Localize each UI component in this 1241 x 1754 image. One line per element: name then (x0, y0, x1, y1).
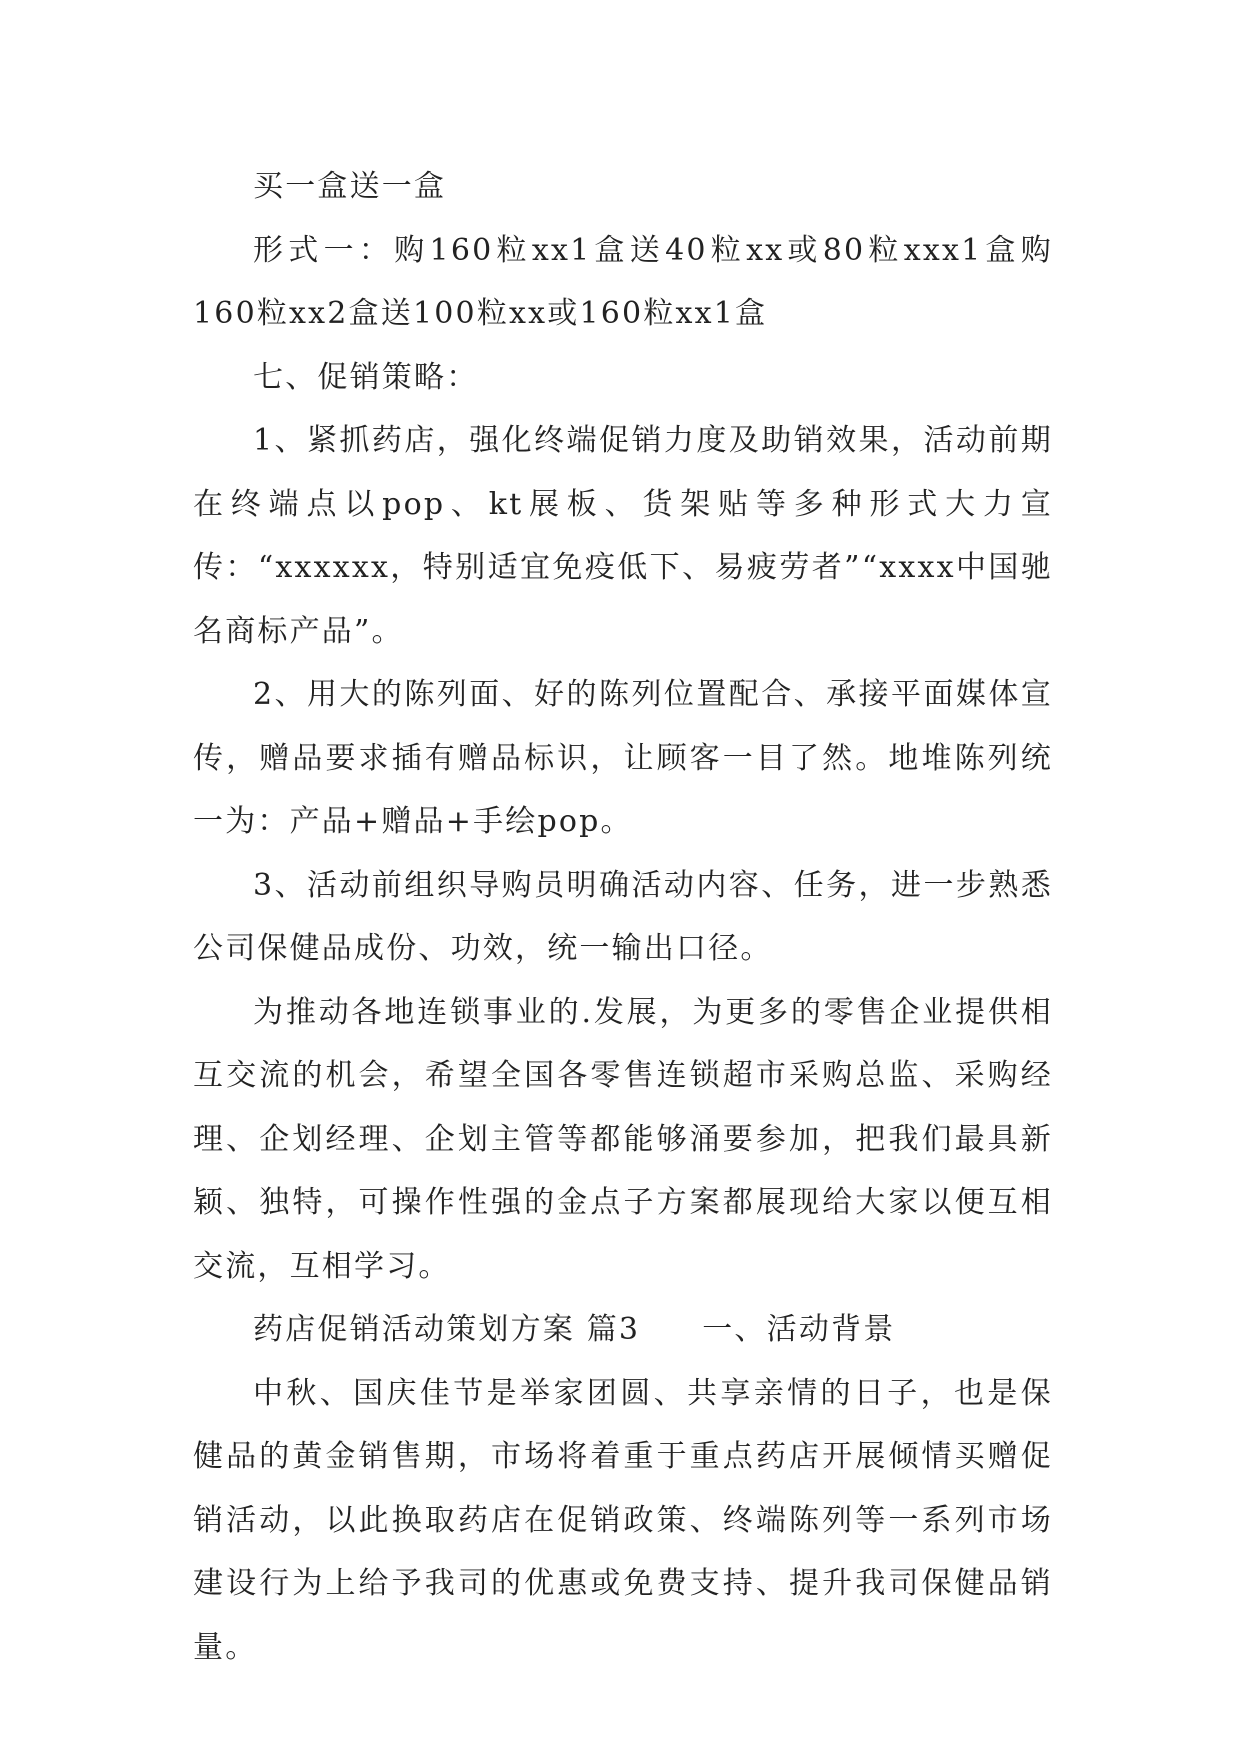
section-heading (193, 1298, 1053, 1362)
paragraph-activity-background: 中秋、国庆佳节是举家团圆、共享亲情的日子，也是保健品的黄金销售期，市场将着重于重点药店开展倾情买赠促销活动，以此换取药店在促销政策、终端陈列等一系列市场建设行为上给予我司的优惠或免费支持、提升我司保健品销量。 (193, 1375, 1053, 1665)
paragraph-buy-one-get-one: 买一盒送一盒 (253, 169, 447, 204)
section-subtitle: 一、活动背景 (702, 1312, 896, 1347)
paragraph-promo-form: 形式一：购160粒xx1盒送40粒xx或80粒xxx1盒购160粒xx2盒送100粒xx或160粒xx1盒 (193, 232, 1053, 331)
paragraph-strategy-3: 3、活动前组织导购员明确活动内容、任务，进一步熟悉公司保健品成份、功效，统一输出口径。 (193, 867, 1053, 966)
paragraph-exchange-invitation: 为推动各地连锁事业的.发展，为更多的零售企业提供相互交流的机会，希望全国各零售连锁超市采购总监、采购经理、企划经理、企划主管等都能够涌要参加，把我们最具新颖、独特，可操作性强的金点子方案都展现给大家以便互相交流，互相学习。 (193, 994, 1053, 1284)
section-title: 药店促销活动策划方案 篇3 (253, 1312, 641, 1347)
document-body (193, 155, 1053, 1679)
paragraph-strategy-2: 2、用大的陈列面、好的陈列位置配合、承接平面媒体宣传，赠品要求插有赠品标识，让顾客一目了然。地堆陈列统一为：产品+赠品+手绘pop。 (193, 677, 1053, 839)
paragraph-strategy-1: 1、紧抓药店，强化终端促销力度及助销效果，活动前期在终端点以pop、kt展板、货架贴等多种形式大力宣传：“xxxxxx，特别适宜免疫低下、易疲劳者”“xxxx中国驰名商标产品”。 (193, 423, 1053, 649)
heading-promo-strategy: 七、促销策略： (253, 359, 479, 395)
